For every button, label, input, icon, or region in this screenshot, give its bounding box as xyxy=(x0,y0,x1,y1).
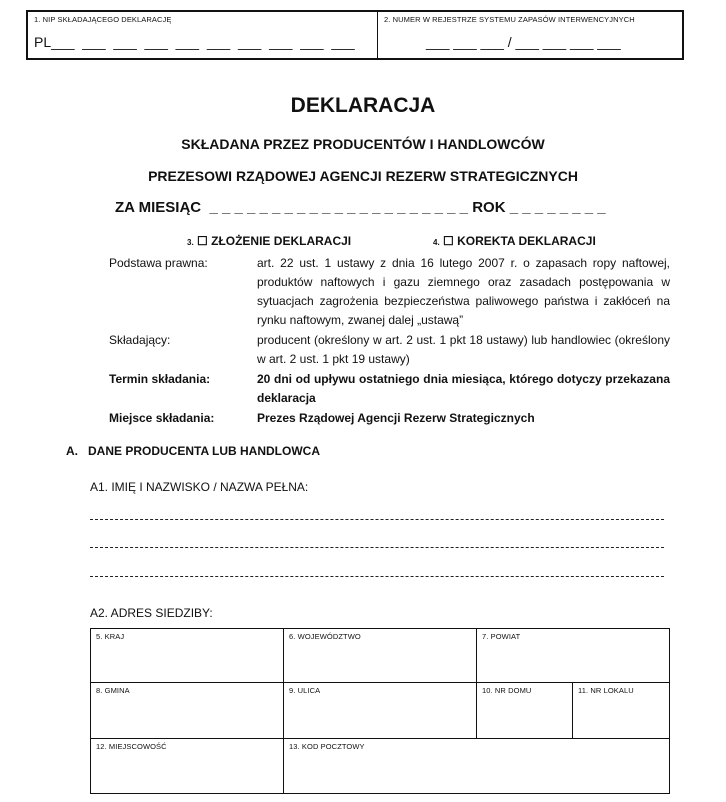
period-row xyxy=(115,199,606,216)
voivodeship-cell[interactable] xyxy=(284,629,477,683)
submit-number: 3. xyxy=(187,238,194,247)
street-label: 9. ULICA xyxy=(289,686,321,695)
year-label: ROK xyxy=(472,199,506,216)
register-label: 2. NUMER W REJESTRZE SYSTEMU ZAPASÓW INTERWENCYJNYCH xyxy=(384,15,635,24)
nip-label: 1. NIP SKŁADAJĄCEGO DEKLARACJĘ xyxy=(34,15,172,24)
section-a-letter: A. xyxy=(66,444,78,458)
correction-checkbox-label[interactable]: ☐ KOREKTA DEKLARACJI xyxy=(443,234,596,248)
submit-checkbox-label[interactable]: ☐ ZŁOŻENIE DEKLARACJI xyxy=(197,234,352,248)
street-cell[interactable] xyxy=(284,683,477,739)
submit-declaration-option[interactable] xyxy=(187,234,351,248)
document-subtitle-1: SKŁADANA PRZEZ PRODUCENTÓW I HANDLOWCÓW xyxy=(181,136,545,152)
section-a-title: DANE PRODUCENTA LUB HANDLOWCA xyxy=(88,444,320,458)
postal-code-cell[interactable] xyxy=(284,739,669,793)
city-label: 12. MIEJSCOWOŚĆ xyxy=(96,742,167,751)
voivodeship-label: 6. WOJEWÓDZTWO xyxy=(289,632,361,641)
country-cell[interactable] xyxy=(91,629,284,683)
district-cell[interactable] xyxy=(477,629,669,683)
commune-cell[interactable] xyxy=(91,683,284,739)
nip-input-line[interactable]: PL___ ___ ___ ___ ___ ___ ___ ___ ___ ___ xyxy=(34,34,355,50)
address-table xyxy=(90,628,670,794)
postal-code-label: 13. KOD POCZTOWY xyxy=(289,742,365,751)
year-blank[interactable]: _ _ _ _ _ _ _ _ xyxy=(509,199,606,216)
register-number-field[interactable] xyxy=(378,12,682,58)
name-input-line-3[interactable] xyxy=(90,576,664,577)
nip-field[interactable] xyxy=(28,12,378,58)
house-number-cell[interactable] xyxy=(477,683,573,739)
submitter-label: Składający: xyxy=(109,333,171,347)
commune-label: 8. GMINA xyxy=(96,686,130,695)
legal-basis-value: art. 22 ust. 1 ustawy z dnia 16 lutego 2007 r. o zapasach ropy naftowej, produktów naftowych i gazu ziemnego oraz zasadach postępowania w sytuacjach zagrożenia bezpieczeństwa paliwowego państwa i zakłóceń na rynku naftowym, zwanej dalej „ustawą” xyxy=(257,256,670,327)
house-number-label: 10. NR DOMU xyxy=(482,686,532,695)
section-a-heading xyxy=(66,444,320,458)
deadline-value: 20 dni od upływu ostatniego dnia miesiąca, którego dotyczy przekazana deklaracja xyxy=(257,372,670,405)
correction-declaration-option[interactable] xyxy=(433,234,596,248)
month-blank[interactable]: _ _ _ _ _ _ _ _ _ _ _ _ _ _ _ _ _ _ _ _ _ xyxy=(209,199,469,216)
month-label: ZA MIESIĄC xyxy=(115,199,202,216)
a2-label: A2. ADRES SIEDZIBY: xyxy=(90,606,213,620)
city-cell[interactable] xyxy=(91,739,284,793)
name-input-line-2[interactable] xyxy=(90,547,664,548)
place-label: Miejsce składania: xyxy=(109,411,215,425)
document-subtitle-2: PREZESOWI RZĄDOWEJ AGENCJI REZERW STRATEGICZNYCH xyxy=(148,168,578,184)
a1-label: A1. IMIĘ I NAZWISKO / NAZWA PEŁNA: xyxy=(90,480,309,494)
district-label: 7. POWIAT xyxy=(482,632,521,641)
header-id-box xyxy=(26,10,684,60)
deadline-label: Termin składania: xyxy=(109,372,211,386)
correction-number: 4. xyxy=(433,238,440,247)
submitter-value: producent (określony w art. 2 ust. 1 pkt 18 ustawy) lub handlowiec (określony w art. 2 ust. 1 pkt 19 ustawy) xyxy=(257,333,670,366)
country-label: 5. KRAJ xyxy=(96,632,125,641)
document-title: DEKLARACJA xyxy=(290,94,436,117)
place-value: Prezes Rządowej Agencji Rezerw Strategicznych xyxy=(257,411,535,425)
name-input-line-1[interactable] xyxy=(90,519,664,520)
register-input-line[interactable]: ___ ___ ___ / ___ ___ ___ ___ xyxy=(426,34,621,50)
flat-number-label: 11. NR LOKALU xyxy=(578,686,634,695)
legal-basis-label: Podstawa prawna: xyxy=(109,256,208,270)
flat-number-cell[interactable] xyxy=(573,683,669,739)
